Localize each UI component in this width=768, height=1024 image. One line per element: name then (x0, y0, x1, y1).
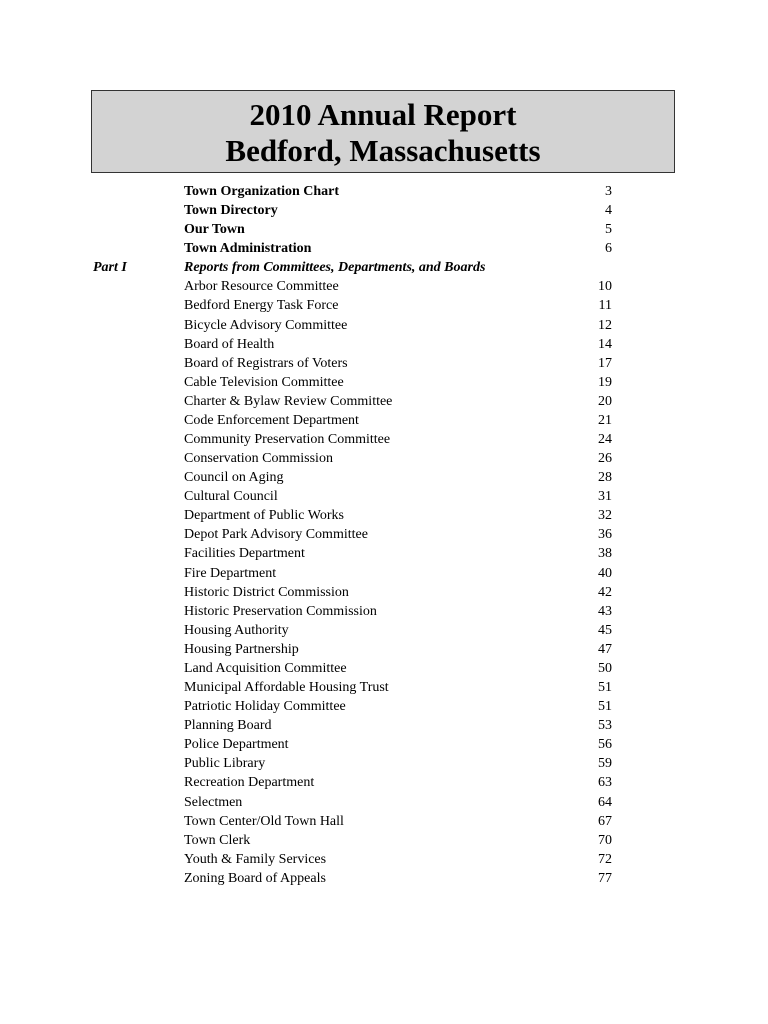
toc-row (0, 411, 768, 430)
toc-entry-title: Public Library (184, 756, 266, 772)
toc-row (0, 735, 768, 754)
toc-entry-title: Historic District Commission (184, 584, 349, 600)
toc-entry-page: 20 (598, 393, 612, 409)
toc-row (0, 812, 768, 831)
toc-row (0, 449, 768, 468)
toc-entry-title: Charter & Bylaw Review Committee (184, 393, 393, 409)
toc-entry-page: 11 (598, 298, 612, 314)
toc-entry-page: 3 (605, 184, 612, 199)
toc-entry-page: 50 (598, 660, 612, 676)
toc-row (0, 506, 768, 525)
toc-entry-page: 5 (605, 222, 612, 238)
toc-entry-title: Selectmen (184, 794, 243, 810)
toc-entry-page: 6 (605, 241, 612, 257)
toc-entry-page: 17 (598, 355, 612, 371)
toc-row (0, 277, 768, 296)
toc-entry-page: 63 (598, 775, 612, 791)
toc-entry-page: 59 (598, 756, 612, 772)
toc-entry-page: 14 (598, 336, 612, 352)
toc-row (0, 392, 768, 411)
toc-entry-title: Youth & Family Services (184, 851, 327, 867)
toc-entry-title: Zoning Board of Appeals (184, 870, 326, 886)
toc-row (0, 201, 768, 220)
toc-row (0, 621, 768, 640)
report-subtitle: Bedford, Massachusetts (225, 133, 541, 168)
toc-row (0, 239, 768, 258)
toc-row (0, 850, 768, 869)
toc-entry-page: 70 (598, 832, 612, 848)
toc-entry-page: 51 (598, 680, 612, 696)
toc-entry-title: Code Enforcement Department (184, 412, 359, 428)
toc-entry-page: 10 (598, 279, 612, 295)
toc-entry-title: Municipal Affordable Housing Trust (184, 680, 389, 696)
toc-entry-title: Depot Park Advisory Committee (184, 527, 368, 543)
toc-row (0, 640, 768, 659)
toc-entry-page: 19 (598, 374, 612, 390)
toc-entry-title: Recreation Department (184, 775, 315, 791)
toc-entry-title: Land Acquisition Committee (184, 660, 347, 676)
toc-entry-title: Board of Health (184, 336, 275, 352)
toc-entry-page: 42 (598, 584, 612, 600)
toc-entry-title: Board of Registrars of Voters (184, 355, 348, 371)
toc-entry-page: 12 (598, 317, 612, 333)
toc-entry-title: Our Town (184, 222, 245, 238)
toc-entry-title: Police Department (184, 737, 289, 753)
toc-entry-page: 4 (605, 203, 612, 219)
toc-entry-page: 77 (598, 870, 612, 886)
toc-entry-page: 40 (598, 565, 612, 581)
toc-row (0, 697, 768, 716)
toc-row (0, 296, 768, 315)
toc-row (0, 659, 768, 678)
toc-entry-page: 21 (598, 412, 612, 428)
toc-row (0, 354, 768, 373)
report-title: 2010 Annual Report (249, 97, 517, 132)
toc-row (0, 430, 768, 449)
section-heading: Reports from Committees, Departments, and Boards (184, 260, 486, 276)
toc-row (0, 182, 768, 201)
toc-entry-title: Patriotic Holiday Committee (184, 699, 346, 715)
toc-row (0, 754, 768, 773)
toc-entry-page: 45 (598, 622, 612, 638)
toc-entry-page: 51 (598, 699, 612, 715)
toc-row (0, 544, 768, 563)
toc-row (0, 869, 768, 888)
toc-row (0, 678, 768, 697)
toc-entry-title: Town Directory (184, 203, 278, 219)
toc-row (0, 831, 768, 850)
toc-entry-page: 26 (598, 451, 612, 467)
toc-entry-title: Cultural Council (184, 489, 278, 505)
toc-row (0, 564, 768, 583)
toc-row (0, 773, 768, 792)
toc-entry-page: 32 (598, 508, 612, 524)
report-title-box (91, 90, 675, 173)
toc-entry-page: 56 (598, 737, 612, 753)
toc-entry-page: 64 (598, 794, 612, 810)
toc-entry-page: 24 (598, 432, 612, 448)
toc-entry-page: 72 (598, 851, 612, 867)
toc-entry-page: 53 (598, 718, 612, 734)
toc-entry-title: Town Clerk (184, 832, 251, 848)
toc-row (0, 583, 768, 602)
toc-entry-page: 31 (598, 489, 612, 505)
toc-row (0, 793, 768, 812)
toc-row (0, 468, 768, 487)
toc-entry-page: 47 (598, 641, 612, 657)
toc-entry-title: Department of Public Works (184, 508, 344, 524)
toc-row (0, 602, 768, 621)
toc-entry-list (0, 277, 768, 888)
toc-entry-title: Conservation Commission (184, 451, 333, 467)
toc-row (0, 525, 768, 544)
toc-entry-page: 43 (598, 603, 612, 619)
toc-entry-title: Bicycle Advisory Committee (184, 317, 348, 333)
table-of-contents (0, 182, 768, 888)
part-label: Part I (93, 260, 127, 276)
toc-entry-title: Housing Partnership (184, 641, 299, 657)
toc-row (0, 716, 768, 735)
toc-row (0, 487, 768, 506)
toc-entry-title: Planning Board (184, 718, 272, 734)
toc-row (0, 316, 768, 335)
toc-entry-title: Town Organization Chart (184, 184, 340, 199)
toc-entry-title: Bedford Energy Task Force (184, 298, 339, 314)
toc-entry-title: Town Administration (184, 241, 312, 257)
toc-row (0, 373, 768, 392)
toc-entry-title: Town Center/Old Town Hall (184, 813, 344, 829)
toc-entry-page: 36 (598, 527, 612, 543)
toc-entry-title: Council on Aging (184, 470, 284, 486)
toc-entry-title: Facilities Department (184, 546, 305, 562)
toc-row (0, 335, 768, 354)
toc-entry-title: Community Preservation Committee (184, 432, 391, 448)
toc-section-row (0, 258, 768, 277)
toc-entry-title: Housing Authority (184, 622, 289, 638)
toc-entry-title: Fire Department (184, 565, 277, 581)
toc-entry-title: Cable Television Committee (184, 374, 344, 390)
toc-entry-title: Historic Preservation Commission (184, 603, 377, 619)
toc-entry-page: 67 (598, 813, 612, 829)
toc-entry-page: 38 (598, 546, 612, 562)
toc-entry-page: 28 (598, 470, 612, 486)
toc-entry-title: Arbor Resource Committee (184, 279, 339, 295)
toc-row (0, 220, 768, 239)
